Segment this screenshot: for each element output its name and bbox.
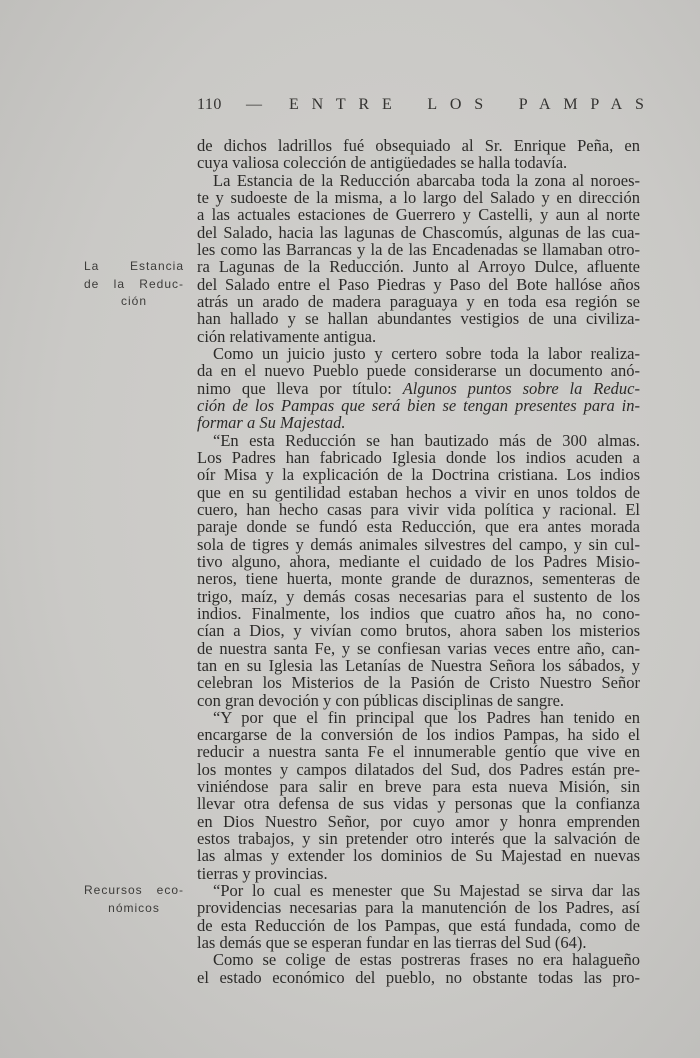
text-line: tierras y provincias.	[197, 863, 328, 883]
text-line: cían a Dios, y vivían como brutos, ahora saben los misterios	[197, 621, 640, 641]
text-line: oír Misa y la explicación de la Doctrina cristiana. Los indios	[197, 465, 640, 485]
text-line: indios. Finalmente, los indios que cuatro años ha, no cono-	[197, 603, 640, 623]
margin-note-estancia	[84, 258, 184, 310]
page-number: 110	[197, 96, 222, 113]
body-text	[197, 137, 640, 986]
margin-note-line: de la Reduc-	[84, 276, 184, 291]
text-line: ra Lagunas de la Reducción. Junto al Arroyo Dulce, afluente	[197, 257, 640, 277]
text-line: el estado económico del pueblo, no obstante todas las pro-	[197, 967, 640, 987]
text-line: las almas y extender los dominios de Su Majestad en nuevas	[197, 846, 640, 866]
text-line: en Dios Nuestro Señor, por cuyo amor y honra emprenden	[197, 811, 640, 831]
text-line: te y sudoeste de la misma, a lo largo del Salado y en dirección	[197, 187, 640, 207]
text-line: “En esta Reducción se han bautizado más de 300 almas.	[213, 430, 640, 450]
text-line: de esta Reducción de los Pampas, que está fundada, como de	[197, 915, 640, 935]
text-line: ción relativamente antigua.	[197, 326, 377, 346]
text-line: “Y por que el fin principal que los Padres han tenido en	[213, 707, 640, 727]
text-line: los montes y campos dilatados del Sud, dos Padres están pre-	[197, 759, 640, 779]
text-line: las demás que se esperan fundar en las tierras del Sud (64).	[197, 933, 587, 953]
text-line: estos trabajos, y sin pretender otro interés que la salvación de	[197, 829, 640, 849]
text-line: ción de los Pampas que será bien se tengan presentes para in-	[197, 395, 640, 415]
text-line	[197, 380, 640, 397]
text-line: providencias necesarias para la manutención de los Padres, así	[197, 898, 640, 918]
margin-note-line: Recursos eco-	[84, 883, 184, 898]
text-line: celebran los Misterios de la Pasión de Cristo Nuestro Señor	[197, 673, 640, 693]
text-line: Los Padres han fabricado Iglesia donde los indios acuden a	[197, 447, 640, 467]
text-line: que en su gentilidad estaban hechos a vivir en unos toldos de	[197, 482, 640, 502]
text-line: da en el nuevo Pueblo puede considerarse un documento anó-	[197, 361, 640, 381]
header-separator: —	[246, 96, 262, 113]
margin-note-line: nómicos	[108, 900, 160, 915]
text-line: “Por lo cual es menester que Su Majestad se sirva dar las	[213, 881, 640, 901]
text-line: cuero, han hecho casas para vivir vida política y racional. El	[197, 499, 640, 519]
text-line: sola de tigres y demás animales silvestres del campo, y sin cul-	[197, 534, 640, 554]
text-line: paraje donde se fundó esta Reducción, que era antes morada	[197, 517, 640, 537]
text-line: neros, tiene huerta, monte grande de duraznos, sementeras de	[197, 569, 640, 589]
text-line: del Salado entre el Paso Piedras y Paso del Bote hallóse años	[197, 274, 640, 294]
text-line: viniéndose para salir en breve para esta nueva Misión, sin	[197, 777, 640, 797]
text-run: nimo que lleva por título:	[197, 378, 403, 398]
text-line: encargarse de la conversión de los indios Pampas, ha sido el	[197, 725, 640, 745]
text-line: con gran devoción y con públicas disciplinas de sangre.	[197, 690, 565, 710]
document-title-run: Algunos puntos sobre la Reduc-	[402, 378, 640, 398]
text-line: atrás un arado de madera paraguaya y en toda esa región se	[197, 291, 640, 311]
text-line: llevar otra defensa de sus vidas y personas que la confianza	[197, 794, 640, 814]
margin-note-line: ción	[120, 293, 147, 308]
text-line: han hallado y se hallan abundantes vestigios de una civiliza-	[197, 309, 640, 329]
text-line: les como las Barrancas y la de las Encadenadas se llamaban otro-	[197, 239, 640, 259]
text-line: de dichos ladrillos fué obsequiado al Sr. Enrique Peña, en	[197, 136, 640, 155]
margin-note-recursos	[84, 882, 184, 917]
margin-note-line: La Estancia	[84, 259, 184, 274]
running-header	[0, 94, 700, 116]
text-line: cuya valiosa colección de antigüedades se halla todavía.	[197, 153, 568, 173]
text-line: tivo alguno, ahora, mediante el cuidado de los Padres Misio-	[197, 551, 640, 571]
text-line: La Estancia de la Reducción abarcaba toda la zona al noroes-	[213, 170, 640, 190]
text-line: Como se colige de estas postreras frases no era halagueño	[213, 950, 640, 970]
text-line: del Salado, hacia las lagunas de Chascomús, algunas de las cua-	[197, 222, 640, 242]
text-line: de nuestra santa Fe, y se confiesan varias veces entre año, can-	[197, 638, 640, 658]
text-line: trigo, maíz, y demás cosas necesarias para el sustento de los	[197, 586, 640, 606]
text-line: formar a Su Majestad.	[197, 413, 346, 433]
text-line: tan en su Iglesia las Letanías de Nuestra Señora los sábados, y	[197, 655, 640, 675]
text-line: a las actuales estaciones de Guerrero y Castelli, y aun al norte	[197, 205, 640, 225]
text-line: reducir a nuestra santa Fe el innumerable gentío que vive en	[197, 742, 640, 762]
text-line: Como un juicio justo y certero sobre toda la labor realiza-	[213, 343, 640, 363]
running-title: ENTRE LOS PAMPAS	[289, 96, 657, 113]
